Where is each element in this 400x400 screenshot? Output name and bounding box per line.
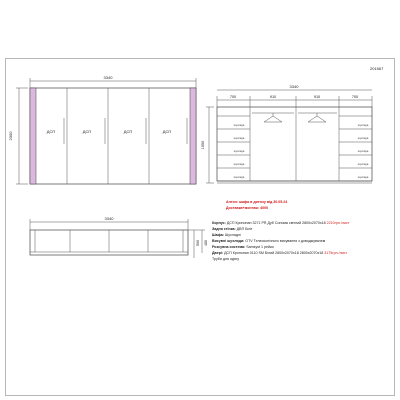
drawer-label-right: шухляда (357, 150, 369, 153)
door-label-2: ДСП (82, 129, 92, 134)
section-label-3: 910 (313, 95, 321, 99)
sheet-id: 201567 (370, 66, 384, 71)
plan-depth-outer-label: 500 (196, 240, 200, 246)
spec-text: Шухлядні (224, 233, 241, 237)
plan-depth-inner-label: 480 (204, 240, 208, 246)
spec-text: ДВП Біле (236, 227, 253, 231)
interior-elevation (206, 90, 372, 183)
spec-lead-line-2: Доставка+монтаж: 4000 (226, 206, 269, 210)
spec-label: Висувні шухляди: (212, 239, 245, 243)
interior-carcass (217, 107, 372, 181)
spec-label: Шафа: (212, 233, 224, 237)
drawer-label-left: шухляда (233, 150, 245, 153)
drawer-label-left: шухляда (233, 163, 245, 166)
plan-view (30, 219, 205, 258)
spec-line-drawers (212, 240, 325, 244)
front-frame (30, 88, 196, 184)
door-label-4: ДСП (162, 129, 172, 134)
spec-text: GTV Телескопічного висування з доводжувачем (245, 239, 326, 243)
drawer-label-right: шухляда (357, 137, 369, 140)
spec-label: Розсувна система: (212, 245, 246, 249)
spec-price: 2210грн./лист (326, 221, 350, 225)
spec-line-cabinet (212, 234, 241, 238)
section-label-1: 700 (229, 95, 237, 99)
spec-price: 3175грн./лист (324, 251, 348, 255)
drawer-label-right: шухляда (357, 124, 369, 127)
hanger-icon (308, 113, 326, 122)
spec-text: ДСП Кронопан 3271 PR Дуб Сонома світлий 2800х2070х18 (226, 221, 326, 225)
spec-text: Труби для одягу (212, 257, 240, 261)
interior-total-label: 3340 (289, 84, 299, 89)
spec-text: Samsyst 1 рейки (246, 245, 274, 249)
drawer-label-left: шухляда (233, 137, 245, 140)
section-label-4: 700 (351, 95, 359, 99)
spec-line-doors (212, 252, 347, 256)
spec-line-corpus (212, 222, 350, 226)
drawer-label-right: шухляда (357, 163, 369, 166)
front-height-label: 2000 (8, 131, 13, 141)
interior-height-label: 1550 (201, 140, 205, 150)
spec-text: ДСП Кронопан 0110 SM Білий 2800х2070х18 2800х2070х18 (224, 251, 324, 255)
hanger-icon (264, 113, 282, 122)
spec-lead-line-1: Антон: шафа в дитячу від 30.05.24 (226, 200, 288, 204)
section-label-2: 910 (269, 95, 277, 99)
spec-label: Двері: (212, 251, 224, 255)
front-side-panel-left (30, 88, 36, 184)
door-label-1: ДСП (46, 129, 56, 134)
door-label-3: ДСП (123, 129, 133, 134)
front-width-label: 3340 (103, 75, 113, 80)
plan-width-label: 3340 (104, 216, 114, 221)
spec-line-rods (212, 258, 239, 262)
spec-label: Задня стінка: (212, 227, 236, 231)
drawer-label-right: шухляда (357, 176, 369, 179)
sheet-border (6, 59, 395, 396)
spec-line-back (212, 228, 252, 232)
spec-line-sliding (212, 246, 274, 250)
spec-label: Корпус: (212, 221, 226, 225)
front-side-panel-right (190, 88, 196, 184)
drawer-label-left: шухляда (233, 124, 245, 127)
drawer-label-left: шухляда (233, 176, 245, 179)
